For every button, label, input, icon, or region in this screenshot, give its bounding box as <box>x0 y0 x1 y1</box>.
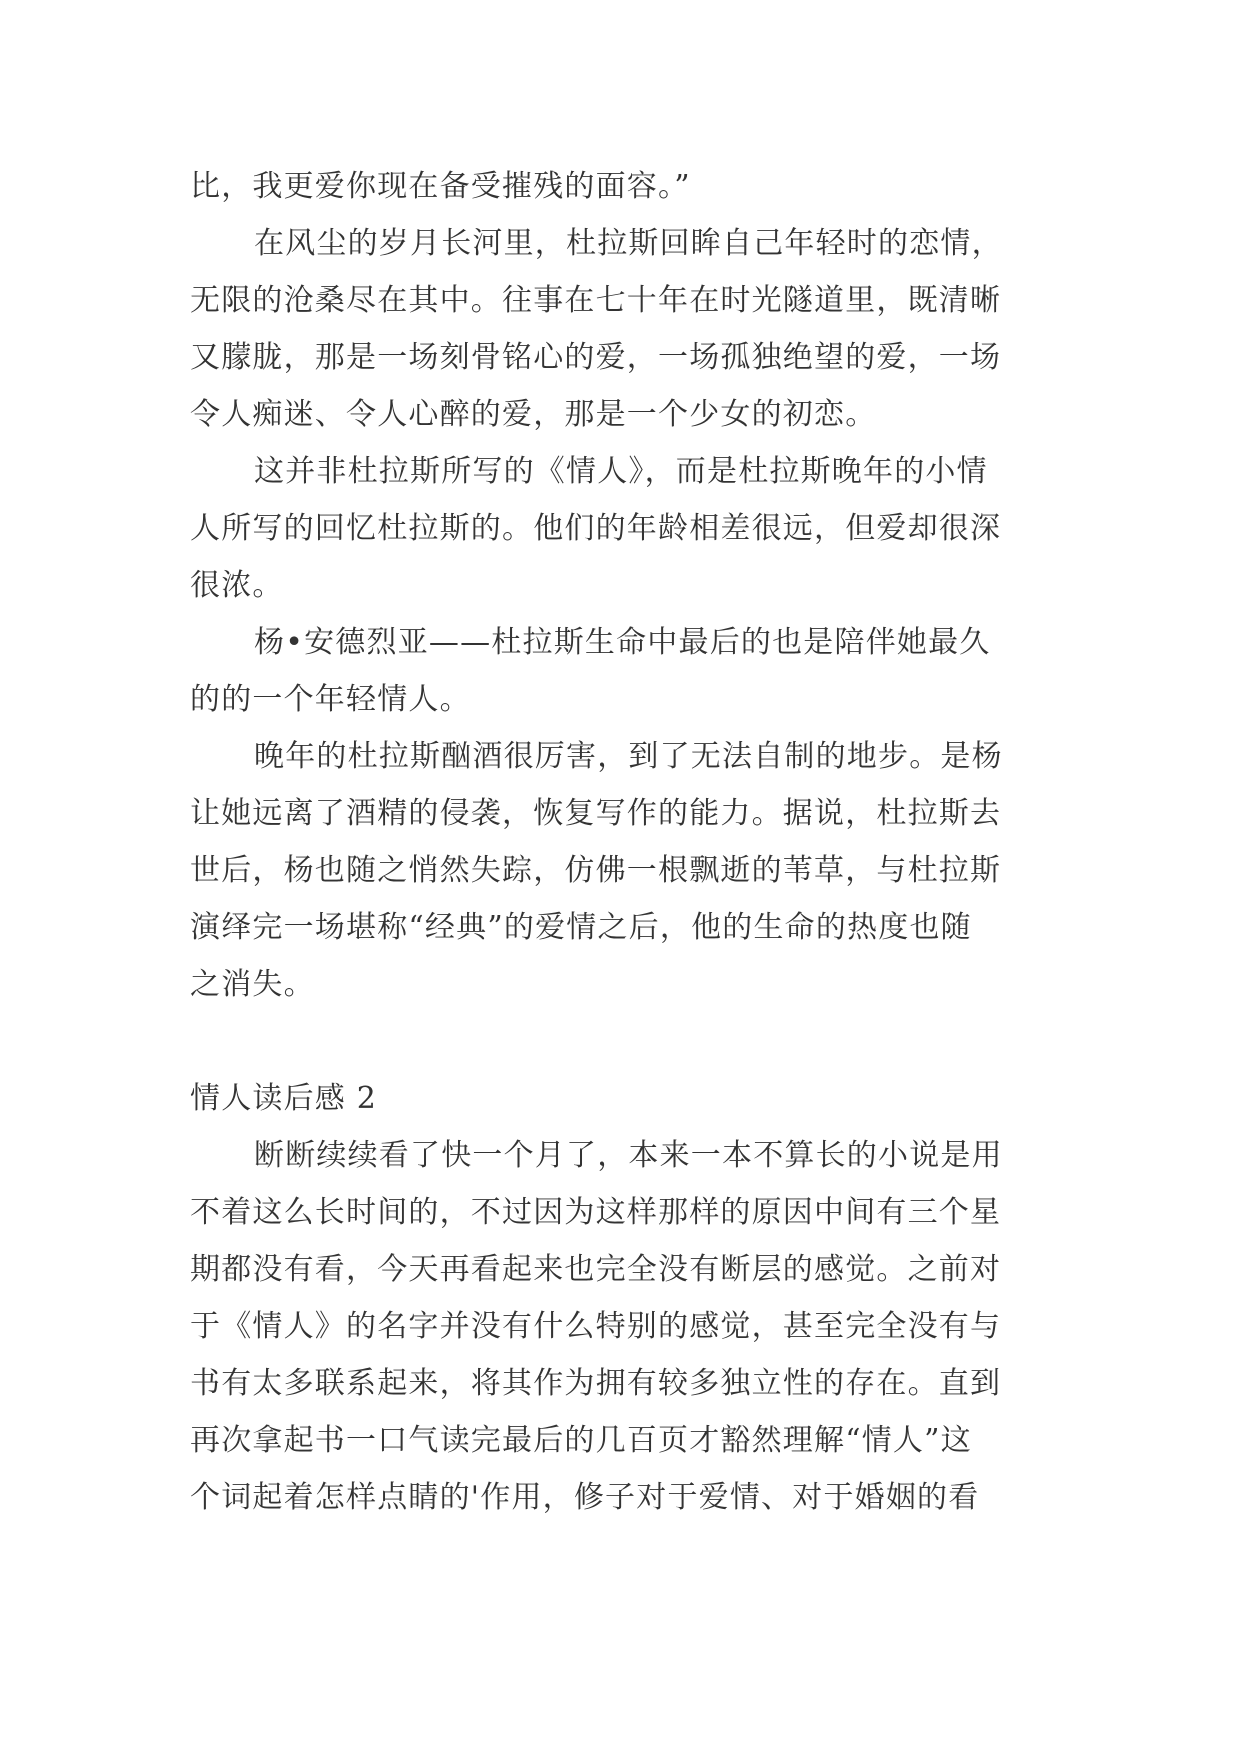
text-line: 比，我更爱你现在备受摧残的面容。” <box>190 169 691 204</box>
text-line: 个词起着怎样点睛的'作用，修子对于爱情、对于婚姻的看 <box>190 1480 980 1515</box>
text-line: 令人痴迷、令人心醉的爱，那是一个少女的初恋。 <box>190 397 877 432</box>
text-line: 又朦胧，那是一场刻骨铭心的爱，一场孤独绝望的爱，一场 <box>190 340 1002 375</box>
paragraph-start: 杨•安德烈亚——杜拉斯生命中最后的也是陪伴她最久 <box>254 625 991 660</box>
paragraph-start: 晚年的杜拉斯酗酒很厉害，到了无法自制的地步。是杨 <box>254 739 1003 774</box>
text-line: 于《情人》的名字并没有什么特别的感觉，甚至完全没有与 <box>190 1309 1002 1344</box>
paragraph-start: 在风尘的岁月长河里，杜拉斯回眸自己年轻时的恋情， <box>254 226 1003 261</box>
text-line: 之消失。 <box>190 967 315 1002</box>
text-line: 让她远离了酒精的侵袭，恢复写作的能力。据说，杜拉斯去 <box>190 796 1002 831</box>
text-line: 很浓。 <box>190 568 284 603</box>
text-line: 再次拿起书一口气读完最后的几百页才豁然理解“情人”这 <box>190 1423 972 1458</box>
paragraph-start: 这并非杜拉斯所写的《情人》，而是杜拉斯晚年的小情 <box>254 454 988 489</box>
text-line: 书有太多联系起来，将其作为拥有较多独立性的存在。直到 <box>190 1366 1002 1401</box>
paragraph-start: 断断续续看了快一个月了，本来一本不算长的小说是用 <box>254 1138 1003 1173</box>
text-line: 不着这么长时间的，不过因为这样那样的原因中间有三个星 <box>190 1195 1002 1230</box>
text-line: 无限的沧桑尽在其中。往事在七十年在时光隧道里，既清晰 <box>190 283 1002 318</box>
section-heading: 情人读后感 2 <box>190 1081 378 1116</box>
text-line: 世后，杨也随之悄然失踪，仿佛一根飘逝的苇草，与杜拉斯 <box>190 853 1002 888</box>
text-line: 期都没有看，今天再看起来也完全没有断层的感觉。之前对 <box>190 1252 1002 1287</box>
text-line: 演绎完一场堪称“经典”的爱情之后，他的生命的热度也随 <box>190 910 972 945</box>
text-line: 的的一个年轻情人。 <box>190 682 471 717</box>
text-line: 人所写的回忆杜拉斯的。他们的年龄相差很远，但爱却很深 <box>190 511 1002 546</box>
